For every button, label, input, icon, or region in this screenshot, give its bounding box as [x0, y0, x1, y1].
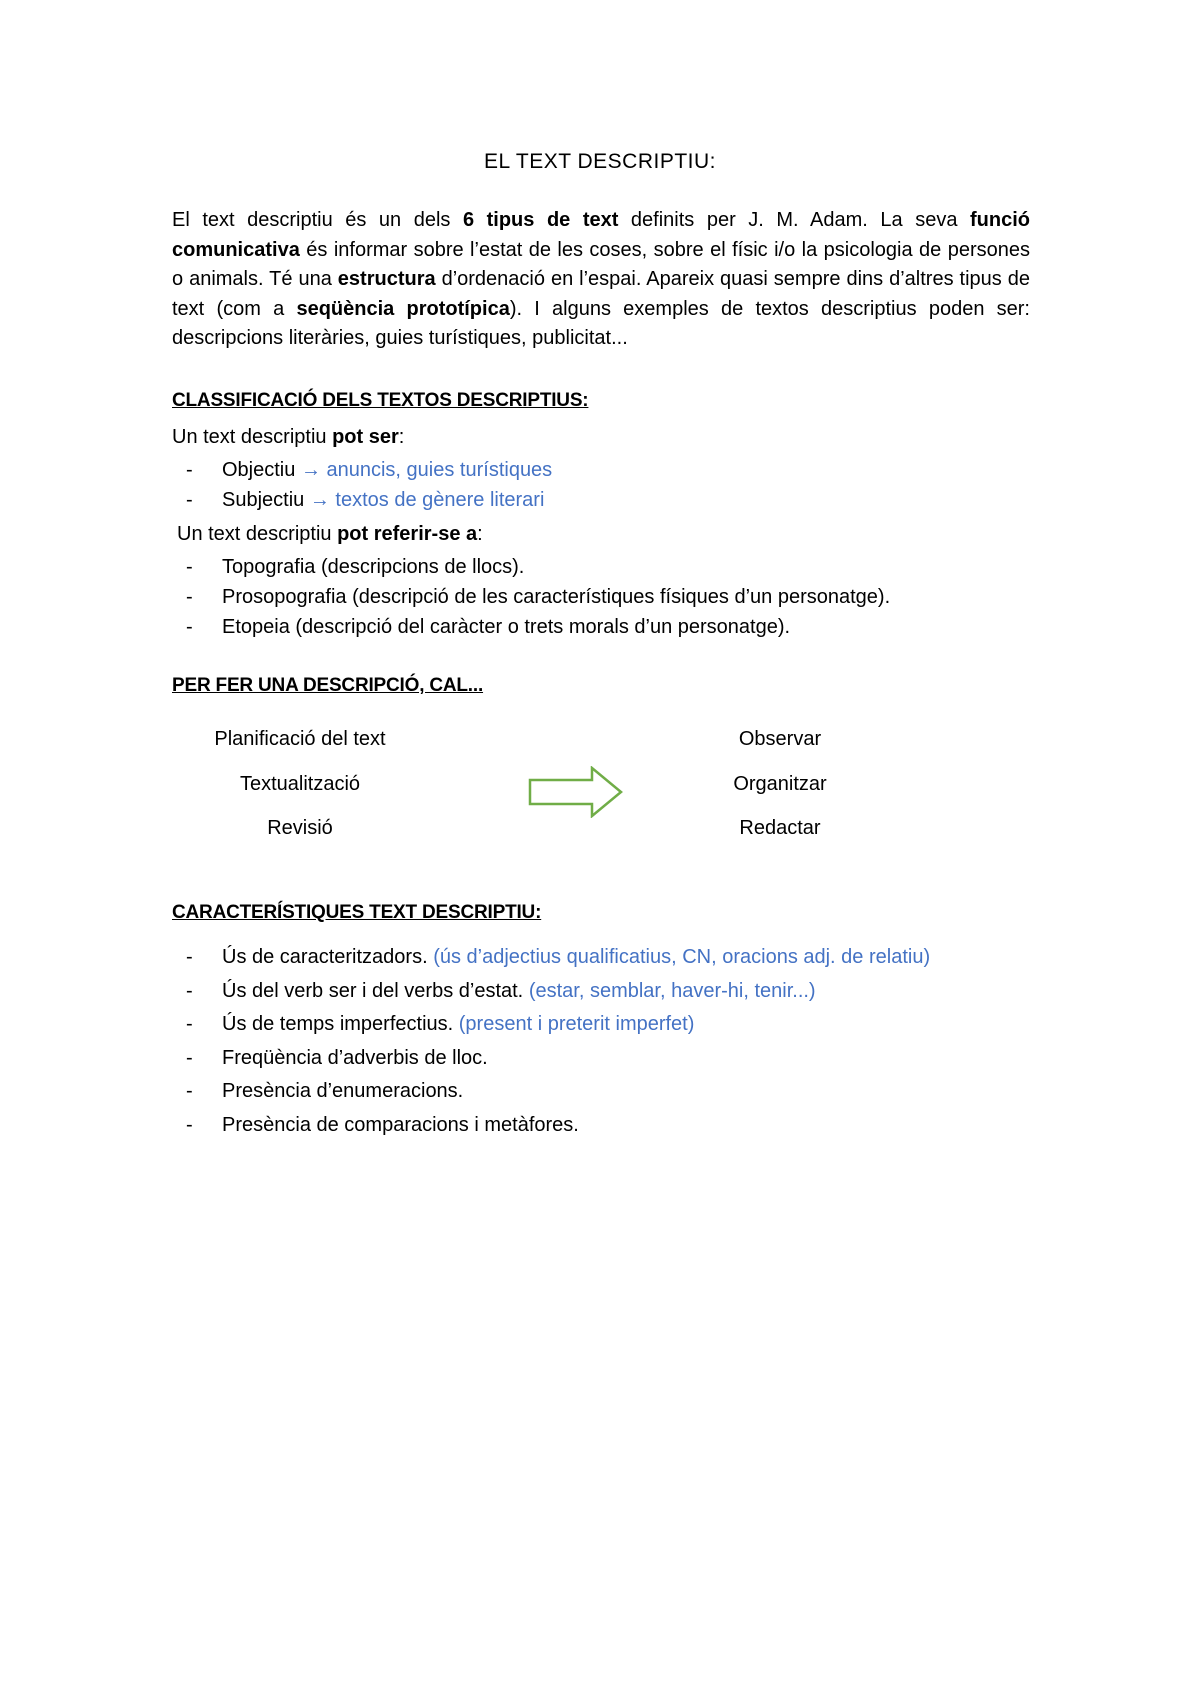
caract-text: Presència d’enumeracions. — [222, 1080, 464, 1103]
tipus-examples: textos de gènere literari — [335, 489, 545, 511]
referir-bold: pot referir-se a — [337, 523, 478, 545]
document-title: EL TEXT DESCRIPTIU: — [484, 150, 716, 173]
list-item — [186, 612, 890, 642]
intro-text: definits per J. M. Adam. La seva — [618, 209, 970, 231]
intro-bold-term: funció comunicativa — [172, 209, 1030, 261]
dash-bullet: - — [186, 556, 193, 578]
intro-text: d’ordenació en l’espai. Apareix quasi sempre dins d’altres tipus de text (com a — [172, 268, 1031, 320]
referir-item: Prosopografia (descripció de les característiques físiques d’un personatge). — [222, 586, 891, 608]
pot-ser-prefix: Un text descriptiu — [172, 426, 333, 448]
list-item — [186, 1075, 930, 1109]
per-fer-heading: PER FER UNA DESCRIPCIÓ, CAL... — [172, 675, 484, 696]
caract-note: (ús d’adjectius qualificatius, CN, oracions adj. de relatiu) — [433, 946, 931, 968]
caract-text: Ús del verb ser i del verbs d’estat. — [222, 979, 524, 1002]
right-arrow-icon: → — [300, 459, 321, 481]
pot-ser-suffix: : — [398, 426, 405, 448]
list-item — [186, 552, 890, 582]
intro-text: ). I alguns exemples de textos descriptius poden ser: descripcions literàries, guies turístiques, publicitat... — [172, 297, 1030, 350]
referir-list — [186, 552, 890, 642]
dash-bullet: - — [186, 586, 193, 608]
caracteristiques-heading: CARACTERÍSTIQUES TEXT DESCRIPTIU: — [172, 902, 542, 923]
dash-bullet: - — [186, 979, 193, 1002]
list-item — [186, 485, 552, 515]
referir-item: Topografia (descripcions de llocs). — [222, 556, 525, 578]
intro-text: El text descriptiu és un dels — [172, 209, 463, 231]
list-item — [186, 941, 930, 975]
tipus-list — [186, 455, 552, 515]
caract-text: Presència de comparacions i metàfores. — [222, 1113, 579, 1136]
caract-note: (estar, semblar, haver-hi, tenir...) — [528, 979, 816, 1002]
dash-bullet: - — [186, 459, 193, 481]
list-item — [186, 975, 930, 1009]
pot-ser-line — [172, 426, 404, 449]
list-item — [186, 1042, 930, 1076]
right-step: Redactar — [739, 817, 821, 839]
caracteristiques-list — [186, 941, 930, 1143]
left-step: Planificació del text — [214, 728, 386, 750]
classificacio-heading: CLASSIFICACIÓ DELS TEXTOS DESCRIPTIUS: — [172, 390, 589, 411]
dash-bullet: - — [186, 489, 193, 511]
dash-bullet: - — [186, 1080, 193, 1103]
tipus-label: Subjectiu — [222, 489, 305, 511]
pot-ser-bold: pot ser — [332, 426, 399, 448]
left-step: Textualització — [239, 773, 361, 795]
tipus-examples: anuncis, guies turístiques — [326, 459, 553, 481]
caract-text: Freqüència d’adverbis de lloc. — [222, 1046, 488, 1069]
intro-bold-term: 6 tipus de text — [462, 209, 619, 231]
intro-bold-term: estructura — [337, 268, 436, 291]
list-item — [186, 1109, 930, 1143]
intro-paragraph — [172, 206, 1030, 354]
dash-bullet: - — [186, 946, 193, 968]
dash-bullet: - — [186, 1046, 193, 1069]
referir-item: Etopeia (descripció del caràcter o trets morals d’un personatge). — [222, 616, 791, 638]
tipus-label: Objectiu — [222, 459, 296, 481]
referir-prefix: Un text descriptiu — [177, 523, 338, 545]
right-arrow-icon — [528, 766, 624, 818]
caract-note: (present i preterit imperfet) — [458, 1013, 695, 1036]
intro-text: és informar sobre l’estat de les coses, sobre el físic i/o la psicologia de persones o animals. Té una — [172, 238, 1030, 291]
left-step: Revisió — [267, 817, 333, 839]
right-step: Observar — [738, 728, 822, 750]
dash-bullet: - — [186, 1013, 193, 1036]
right-arrow-icon: → — [309, 489, 330, 511]
referir-line — [177, 523, 483, 546]
caract-text: Ús de caracteritzadors. — [222, 946, 428, 968]
list-item — [186, 455, 552, 485]
right-step: Organitzar — [733, 773, 827, 795]
list-item — [186, 582, 890, 612]
dash-bullet: - — [186, 1113, 193, 1136]
list-item — [186, 1008, 930, 1042]
dash-bullet: - — [186, 616, 193, 638]
caract-text: Ús de temps imperfectius. — [222, 1013, 454, 1036]
intro-bold-term: seqüència prototípica — [296, 297, 510, 320]
referir-suffix: : — [477, 523, 483, 545]
